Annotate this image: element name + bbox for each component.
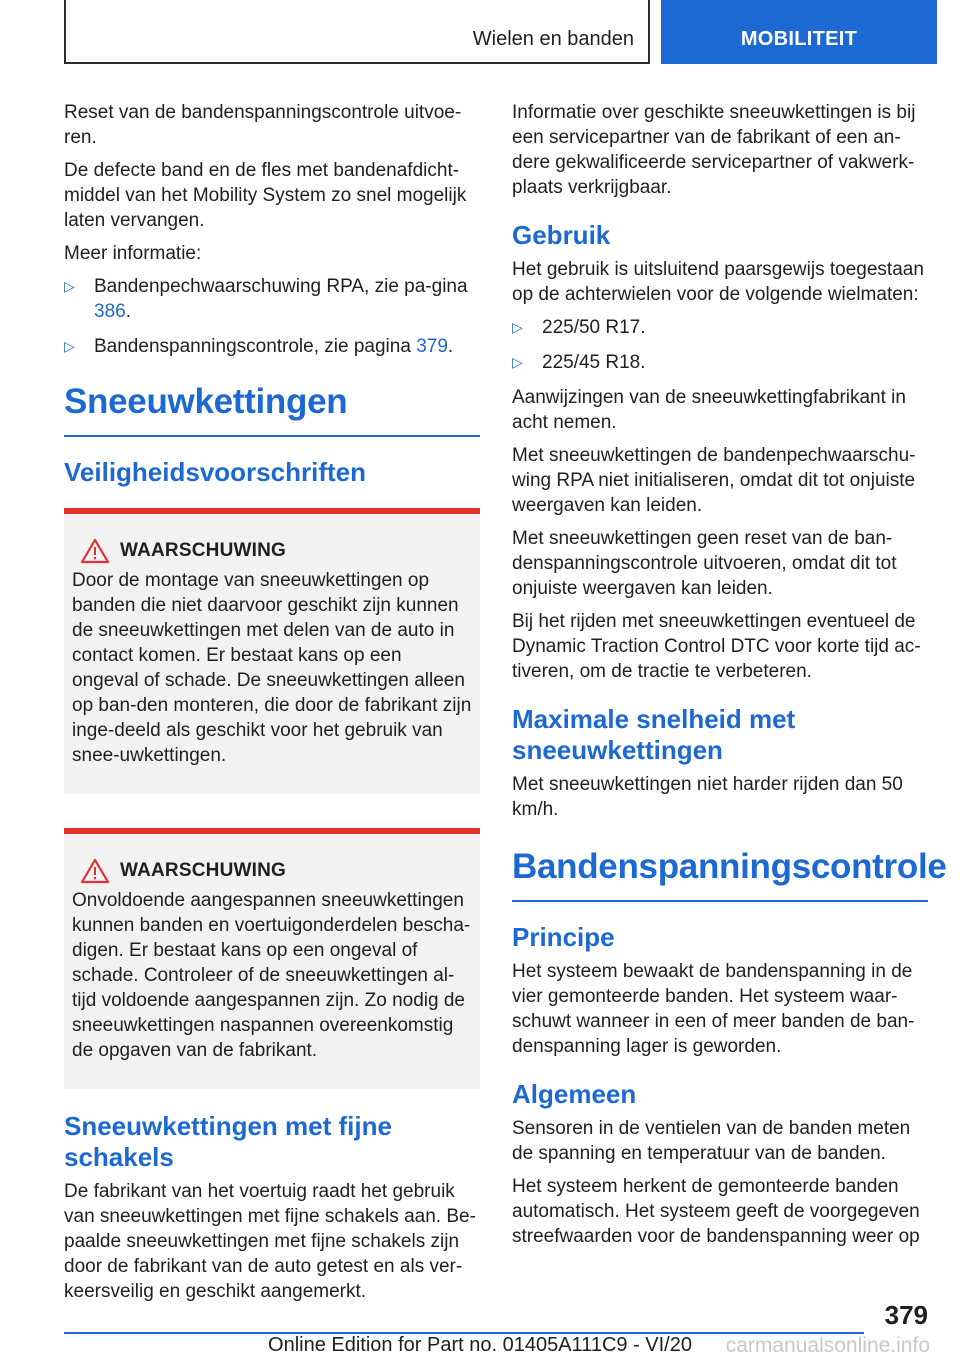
subheading-general: Algemeen xyxy=(512,1079,637,1109)
paragraph-manufacturer-notes: Aanwijzingen van de sneeuwkettingfabrikant in acht nemen. xyxy=(512,387,906,433)
warning-box xyxy=(64,828,480,1089)
header-section-title: Wielen en banden xyxy=(472,28,634,50)
paragraph-dtc: Bij het rijden met sneeuwkettingen eventueel de Dynamic Traction Control DTC voor korte tijd ac-tiveren, om de tractie te verbeteren. xyxy=(512,611,921,682)
subheading-max-speed: Maximale snelheid met sneeuwkettingen xyxy=(512,704,796,765)
header-section-box xyxy=(64,0,650,64)
list-item xyxy=(64,334,480,359)
section-heading-snow-chains: Sneeuwkettingen xyxy=(64,381,480,437)
paragraph-more-info: Meer informatie: xyxy=(64,243,202,264)
list-item-text: Bandenspanningscontrole, zie pagina xyxy=(94,336,417,357)
right-column xyxy=(512,100,947,1257)
header-chapter-tab[interactable] xyxy=(661,0,937,64)
paragraph-chain-info: Informatie over geschikte sneeuwkettingen is bij een servicepartner van de fabrikant of een an-dere gekwalificeerde servicepartner of vakwerk-plaats verkrijgbaar. xyxy=(512,102,916,198)
paragraph-fine-link-chains: De fabrikant van het voertuig raadt het gebruik van sneeuwkettingen met fijne schakels aan. Be-paalde sneeuwkettingen met fijne schakels zijn door de fabrikant van de auto getest en als ver-keersveilig en geschikt aangemerkt. xyxy=(64,1181,476,1302)
paragraph-sensors: Sensoren in de ventielen van de banden meten de spanning en temperatuur van de banden. xyxy=(512,1118,911,1164)
watermark: carmanualsonline.info xyxy=(725,1334,930,1357)
paragraph-max-speed: Met sneeuwkettingen niet harder rijden dan 50 km/h. xyxy=(512,774,903,820)
tire-size-list xyxy=(512,315,928,375)
subheading-usage: Gebruik xyxy=(512,220,611,250)
triangle-bullet-icon: ▷ xyxy=(512,354,523,370)
warning-title: WAARSCHUWING xyxy=(120,860,286,881)
warning-triangle-icon xyxy=(80,858,110,884)
warning-header xyxy=(72,858,472,884)
warning-text: Onvoldoende aangespannen sneeuwkettingen kunnen banden en voertuigonderdelen bescha-digen. Er bestaat kans op een ongeval of schade. Controleer of de sneeuwkettingen al-tijd voldoende aangespannen zijn. Zo nodig de sneeuwkettingen naspannen overeenkomstig de opgaven van de fabrikant. xyxy=(72,890,471,1061)
section-heading-tire-pressure: Bandenspanningscontrole xyxy=(512,846,928,902)
page-link-379[interactable]: 379 xyxy=(416,336,448,357)
edition-note: Online Edition for Part no. 01405A111C9 - VI/20 xyxy=(268,1334,692,1356)
warning-triangle-icon xyxy=(80,538,110,564)
list-item xyxy=(64,274,480,324)
subheading-principle: Principe xyxy=(512,922,615,952)
paragraph-reset: Reset van de bandenspanningscontrole uitvoe-ren. xyxy=(64,102,462,148)
list-item xyxy=(512,315,928,340)
warning-box xyxy=(64,508,480,794)
paragraph-principle: Het systeem bewaakt de bandenspanning in de vier gemonteerde banden. Het systeem waar-schuwt wanneer in een of meer banden de ban-denspanning lager is geworden. xyxy=(512,961,915,1057)
warning-header xyxy=(72,538,472,564)
subheading-safety: Veiligheidsvoorschriften xyxy=(64,457,366,487)
tire-size: 225/45 R18. xyxy=(542,352,646,373)
page-link-386[interactable]: 386 xyxy=(94,301,126,322)
list-item xyxy=(512,350,928,375)
list-item-period: . xyxy=(125,301,131,322)
left-column xyxy=(64,100,480,1312)
paragraph-system-recognition: Het systeem herkent de gemonteerde banden automatisch. Het systeem geeft de voorgegeven streefwaarden voor de bandenspanning weer op xyxy=(512,1176,920,1247)
paragraph-reset-warning: Met sneeuwkettingen geen reset van de ban-denspanningscontrole uitvoeren, omdat dit tot onjuiste weergaven kan leiden. xyxy=(512,528,897,599)
triangle-bullet-icon: ▷ xyxy=(64,278,75,294)
page-number: 379 xyxy=(884,1300,928,1330)
list-item-text: Bandenpechwaarschuwing RPA, zie pa-gina xyxy=(94,276,468,297)
warning-title: WAARSCHUWING xyxy=(120,540,286,561)
triangle-bullet-icon: ▷ xyxy=(64,338,75,354)
triangle-bullet-icon: ▷ xyxy=(512,319,523,335)
subheading-fine-link-chains: Sneeuwkettingen met fijne schakels xyxy=(64,1111,392,1172)
tire-size: 225/50 R17. xyxy=(542,317,646,338)
paragraph-replace-tire: De defecte band en de fles met bandenafdicht-middel van het Mobility System zo snel mogelijk laten vervangen. xyxy=(64,160,467,231)
warning-text: Door de montage van sneeuwkettingen op banden die niet daarvoor geschikt zijn kunnen de sneeuwkettingen met delen van de auto in contact komen. Er bestaat kans op een ongeval of schade. De sneeuwkettingen alleen op ban-den monteren, die door de fabrikant zijn inge-deeld als geschikt voor het gebruik van snee-uwkettingen. xyxy=(72,570,472,766)
list-item-period: . xyxy=(447,336,454,357)
header-chapter-title: MOBILITEIT xyxy=(740,28,858,50)
more-info-list xyxy=(64,274,480,359)
paragraph-usage: Het gebruik is uitsluitend paarsgewijs toegestaan op de achterwielen voor de volgende wielmaten: xyxy=(512,259,924,305)
paragraph-rpa: Met sneeuwkettingen de bandenpechwaarschu-wing RPA niet initialiseren, omdat dit tot onjuiste weergaven kan leiden. xyxy=(512,445,916,516)
